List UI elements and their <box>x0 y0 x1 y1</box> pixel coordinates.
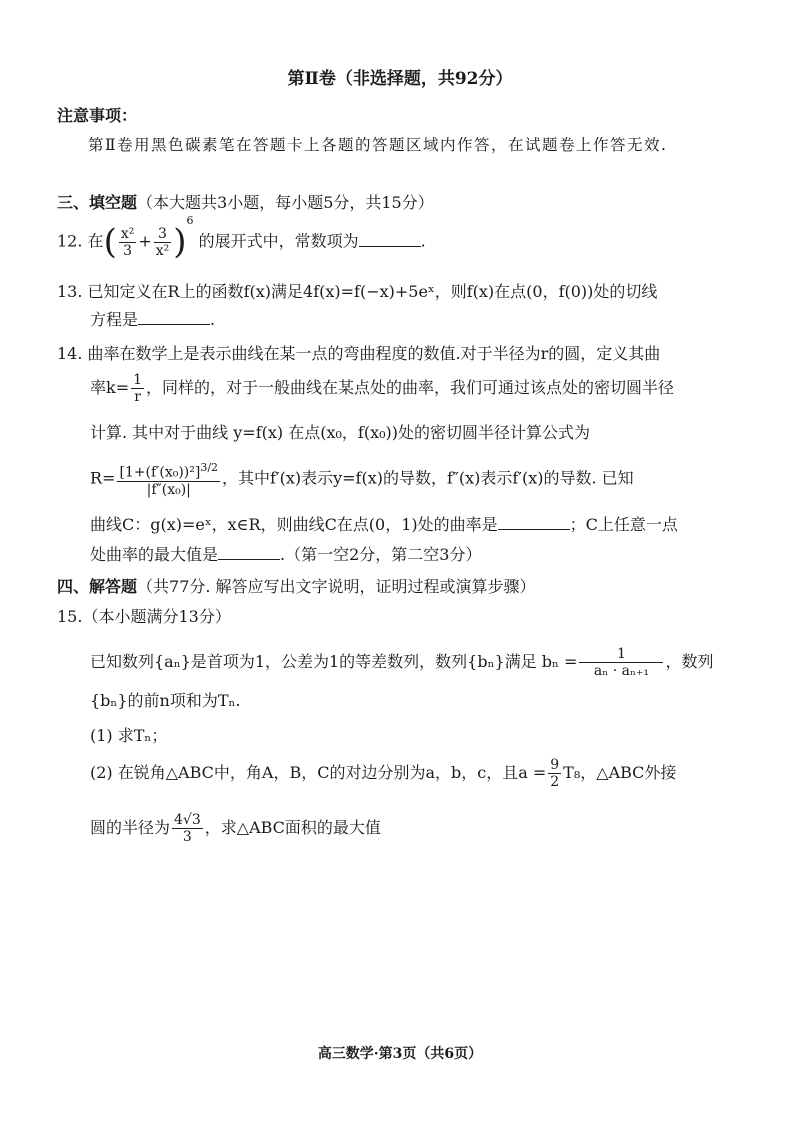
left-paren: ( <box>103 222 117 262</box>
q14-line6: 处曲率的最大值是 <box>90 545 219 564</box>
q15-line1-row <box>90 646 713 679</box>
q14-line3: 计算. 其中对于曲线 y=f(x) 在点(x₀，f(x₀))处的密切圆半径计算公式为 <box>90 423 590 442</box>
q14-line2-row <box>90 372 674 405</box>
q15-r-den: 3 <box>182 829 192 845</box>
q15-line1-pre: 已知数列{aₙ}是首项为1，公差为1的等差数列，数列{bₙ}满足 bₙ = <box>90 652 578 671</box>
q14-line5: 曲线C：g(x)=eˣ，x∈R，则曲线C在点(0，1)处的曲率是 <box>90 515 498 534</box>
section-3-heading: 三、填空题 <box>57 193 138 212</box>
q14-r-exp: 3/2 <box>200 461 219 474</box>
page-title: 第Ⅱ卷（非选择题，共92分） <box>287 69 513 89</box>
q13-line1: 已知定义在R上的函数f(x)满足4f(x)=f(−x)+5eˣ，则f(x)在点(0，f(0))处的切线 <box>87 282 658 301</box>
q14-answer-blank-2[interactable] <box>218 545 280 560</box>
q13-line2-row <box>90 307 215 330</box>
q14-line6-row <box>90 542 481 565</box>
q12-answer-blank[interactable] <box>359 232 421 247</box>
question-12 <box>57 214 426 262</box>
q12-post: 的展开式中，常数项为 <box>198 231 359 251</box>
q12-frac2 <box>154 226 172 259</box>
q12-frac1-den: 3 <box>123 242 133 259</box>
q13-number: 13. <box>57 282 83 301</box>
q12-exponent: 6 <box>186 214 194 228</box>
q15-b-num: 1 <box>579 646 663 663</box>
q12-end: . <box>420 231 426 251</box>
q14-line4-post: ，其中f′(x)表示y=f(x)的导数，f″(x)表示f′(x)的导数. 已知 <box>222 468 634 488</box>
question-13 <box>57 279 657 302</box>
q15-a-frac <box>548 757 561 790</box>
q15-part2-row <box>90 757 676 790</box>
q12-frac2-num: 3 <box>154 226 172 243</box>
q13-answer-blank[interactable] <box>138 310 210 325</box>
section-4-header <box>57 574 536 597</box>
q15-part3-pre: 圆的半径为 <box>90 818 171 837</box>
q14-k-frac <box>131 372 144 405</box>
q15-a-num: 9 <box>550 757 560 773</box>
q12-number: 12. <box>57 231 83 251</box>
q15-part2-post: T₈，△ABC外接 <box>563 763 677 782</box>
q15-b-den: aₙ · aₙ₊₁ <box>593 663 650 679</box>
notice-text: 第Ⅱ卷用黑色碳素笔在答题卡上各题的答题区域内作答，在试题卷上作答无效. <box>88 136 668 154</box>
q13-end: . <box>210 310 216 329</box>
q12-frac1-num: x² <box>120 225 135 242</box>
q14-line5-row <box>90 512 678 535</box>
section-3-desc: （本大题共3小题，每小题5分，共15分） <box>137 193 434 212</box>
q15-r-frac <box>172 812 203 845</box>
q14-k-den: r <box>134 389 141 405</box>
section-4-heading: 四、解答题 <box>57 577 138 596</box>
q12-plus: + <box>138 231 152 251</box>
q13-line2: 方程是 <box>90 310 139 329</box>
question-14 <box>57 341 660 364</box>
q14-line4-row <box>90 460 634 498</box>
page-footer: 高三数学·第3页（共6页） <box>317 1046 483 1062</box>
q15-r-num: 4√3 <box>174 812 201 828</box>
q14-line1: 曲率在数学上是表示曲线在某一点的弯曲程度的数值.对于半径为r的圆，定义其曲 <box>87 344 661 363</box>
q12-pre: 在 <box>87 231 104 251</box>
q15-a-den: 2 <box>550 774 560 790</box>
q15-b-frac <box>579 646 663 679</box>
q14-answer-blank-1[interactable] <box>498 515 570 530</box>
right-paren: ) <box>173 222 187 262</box>
q14-r-num-row <box>117 460 220 482</box>
q14-number: 14. <box>57 344 83 363</box>
q14-r-frac <box>117 460 220 498</box>
q14-r-num: [1+(f′(x₀))²] <box>119 464 201 481</box>
q15-score: （本小题满分13分） <box>82 607 231 626</box>
q15-line1-post: ，数列 <box>665 652 714 671</box>
q14-r-den: |f″(x₀)| <box>146 481 191 498</box>
q15-line2: {bₙ}的前n项和为Tₙ. <box>90 691 241 710</box>
q14-line5-post: ；C上任意一点 <box>569 515 678 534</box>
q12-frac2-den: x² <box>155 242 170 259</box>
q15-part1: (1) 求Tₙ； <box>90 726 168 745</box>
q12-frac1 <box>119 226 137 259</box>
q14-r-pre: R= <box>90 468 116 488</box>
q14-k-num: 1 <box>133 372 143 388</box>
q15-part2-pre: (2) 在锐角△ABC中，角A，B，C的对边分别为a，b，c，且a = <box>90 763 547 782</box>
question-15 <box>57 604 231 627</box>
q14-line6-post: .（第一空2分，第二空3分） <box>280 545 482 564</box>
q15-number: 15. <box>57 607 83 626</box>
section-3-header <box>57 190 434 213</box>
q15-part3-post: ，求△ABC面积的最大值 <box>204 818 381 837</box>
q14-line2-post: ，同样的，对于一般曲线在某点处的曲率，我们可通过该点处的密切圆半径 <box>146 378 675 397</box>
notice-heading: 注意事项： <box>57 106 138 125</box>
q14-line2-pre: 率k= <box>90 378 130 397</box>
q15-part3-row <box>90 812 381 845</box>
section-4-desc: （共77分. 解答应写出文字说明，证明过程或演算步骤） <box>137 577 536 596</box>
